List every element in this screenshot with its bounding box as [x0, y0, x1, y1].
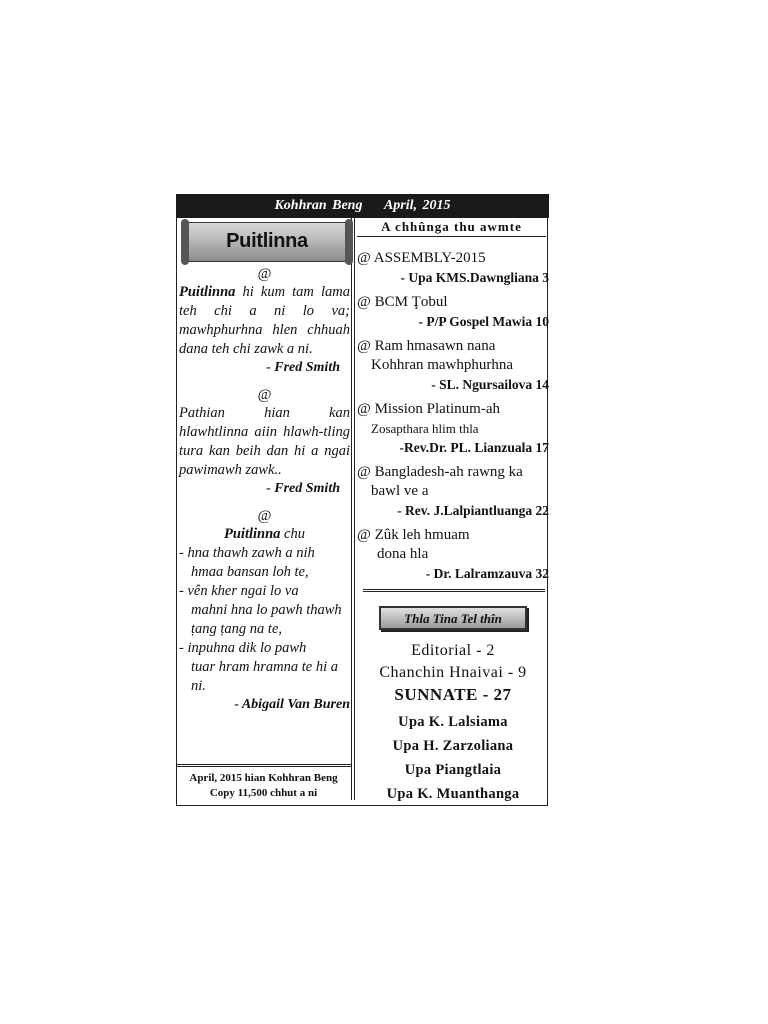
page-header: [176, 194, 549, 218]
editorial-entry: Editorial - 2: [411, 642, 495, 659]
quote-1: [179, 283, 350, 359]
quote-symbol: @: [257, 387, 272, 403]
toc-item-title: @ Mission Platinum-ah: [357, 401, 500, 417]
list-item: [179, 639, 350, 696]
quote-1-text: hi kum tam lama teh chi a ni lo va; mawhphurhna hlen chhuah dana teh chi zawk a ni.: [179, 284, 350, 357]
editor-name: Upa K. Lalsiama: [398, 714, 508, 730]
toc-item[interactable]: [357, 463, 549, 520]
magazine-title: Kohhran Beng: [274, 198, 363, 213]
toc-item-subtitle: bawl ve a: [371, 483, 429, 499]
banner-title: Puitlinna: [226, 230, 308, 252]
quote-3-lead-rest: chu: [280, 526, 305, 542]
quote-3-author: - Abigail Van Buren: [234, 697, 350, 712]
toc-item-subtitle: Kohhran mawhphurhna: [371, 357, 514, 373]
chanchin-entry: Chanchin Hnaivai - 9: [379, 664, 527, 681]
quote-symbol: @: [257, 266, 272, 282]
editor-name: Upa K. Muanthanga: [386, 786, 520, 802]
list-item-first: - hna thawh zawh a nih: [179, 545, 315, 561]
toc-item-title: @ ASSEMBLY-2015: [357, 250, 486, 266]
toc-item-subtitle: Zosapthara hlim thla: [371, 421, 479, 436]
list-item-rest: mahni hna lo pawh thawh ṭang ṭang na te,: [191, 602, 342, 637]
column-divider: [351, 218, 355, 800]
toc-item[interactable]: [357, 526, 549, 583]
editor-name: Upa H. Zarzoliana: [392, 738, 514, 754]
toc-item-title: @ Zûk leh hmuam: [357, 527, 470, 543]
print-info: [176, 764, 351, 802]
print-info-line1: April, 2015 hian Kohhran Beng: [189, 772, 338, 784]
quote-3-lead: Puitlinna: [224, 526, 281, 542]
toc-item-title: @ Ram hmasawn nana: [357, 338, 496, 354]
toc-item[interactable]: [357, 293, 549, 331]
toc-item-author: - Rev. J.Lalpiantluanga 22: [397, 503, 549, 518]
monthly-button[interactable]: Thla Tina Tel thîn: [379, 606, 527, 630]
toc-item[interactable]: [357, 400, 549, 457]
editor-name: Upa Piangtlaia: [404, 762, 502, 778]
scroll-banner: [185, 222, 349, 262]
list-item: [179, 582, 350, 639]
toc-item[interactable]: [357, 337, 549, 394]
toc-item[interactable]: [357, 249, 549, 287]
list-item-first: - inpuhna dik lo pawh: [179, 640, 307, 656]
toc-item-author: - SL. Ngursailova 14: [431, 377, 549, 392]
quote-2: Pathian hian kan hlawhtlinna aiin hlawh-tling tura kan beih dan hi a ngai pawimawh zawk..: [179, 405, 350, 478]
list-item-rest: hmaa bansan loh te,: [191, 564, 309, 580]
quote-1-author: - Fred Smith: [266, 360, 340, 375]
contents-title: A chhûnga thu awmte: [357, 218, 546, 237]
section-divider: [363, 589, 545, 596]
list-item-first: - vên kher ngai lo va: [179, 583, 299, 599]
quote-1-lead: Puitlinna: [179, 284, 236, 300]
toc-item-author: - Dr. Lalramzauva 32: [425, 566, 549, 581]
left-column: [179, 218, 350, 714]
list-item: [179, 544, 350, 582]
issue-date: April, 2015: [383, 198, 451, 213]
quote-3-intro: [179, 525, 350, 544]
toc-item-author: - P/P Gospel Mawia 10: [418, 314, 549, 329]
print-info-line2: Copy 11,500 chhut a ni: [209, 787, 318, 799]
quote-2-author: - Fred Smith: [266, 481, 340, 496]
toc-item-author: -Rev.Dr. PL. Lianzuala 17: [399, 440, 549, 455]
list-item-rest: tuar hram hramna te hi a ni.: [191, 659, 339, 694]
right-column: [357, 218, 549, 806]
sunnate-entry: SUNNATE - 27: [394, 685, 512, 704]
magazine-page: [176, 194, 549, 806]
toc-item-title: @ BCM Ţobul: [357, 294, 448, 310]
toc-item-author: - Upa KMS.Dawngliana 3: [400, 270, 549, 285]
toc-item-title: @ Bangladesh-ah rawng ka: [357, 464, 523, 480]
toc-item-subtitle: dona hla: [377, 546, 429, 562]
quote-symbol: @: [257, 508, 272, 524]
